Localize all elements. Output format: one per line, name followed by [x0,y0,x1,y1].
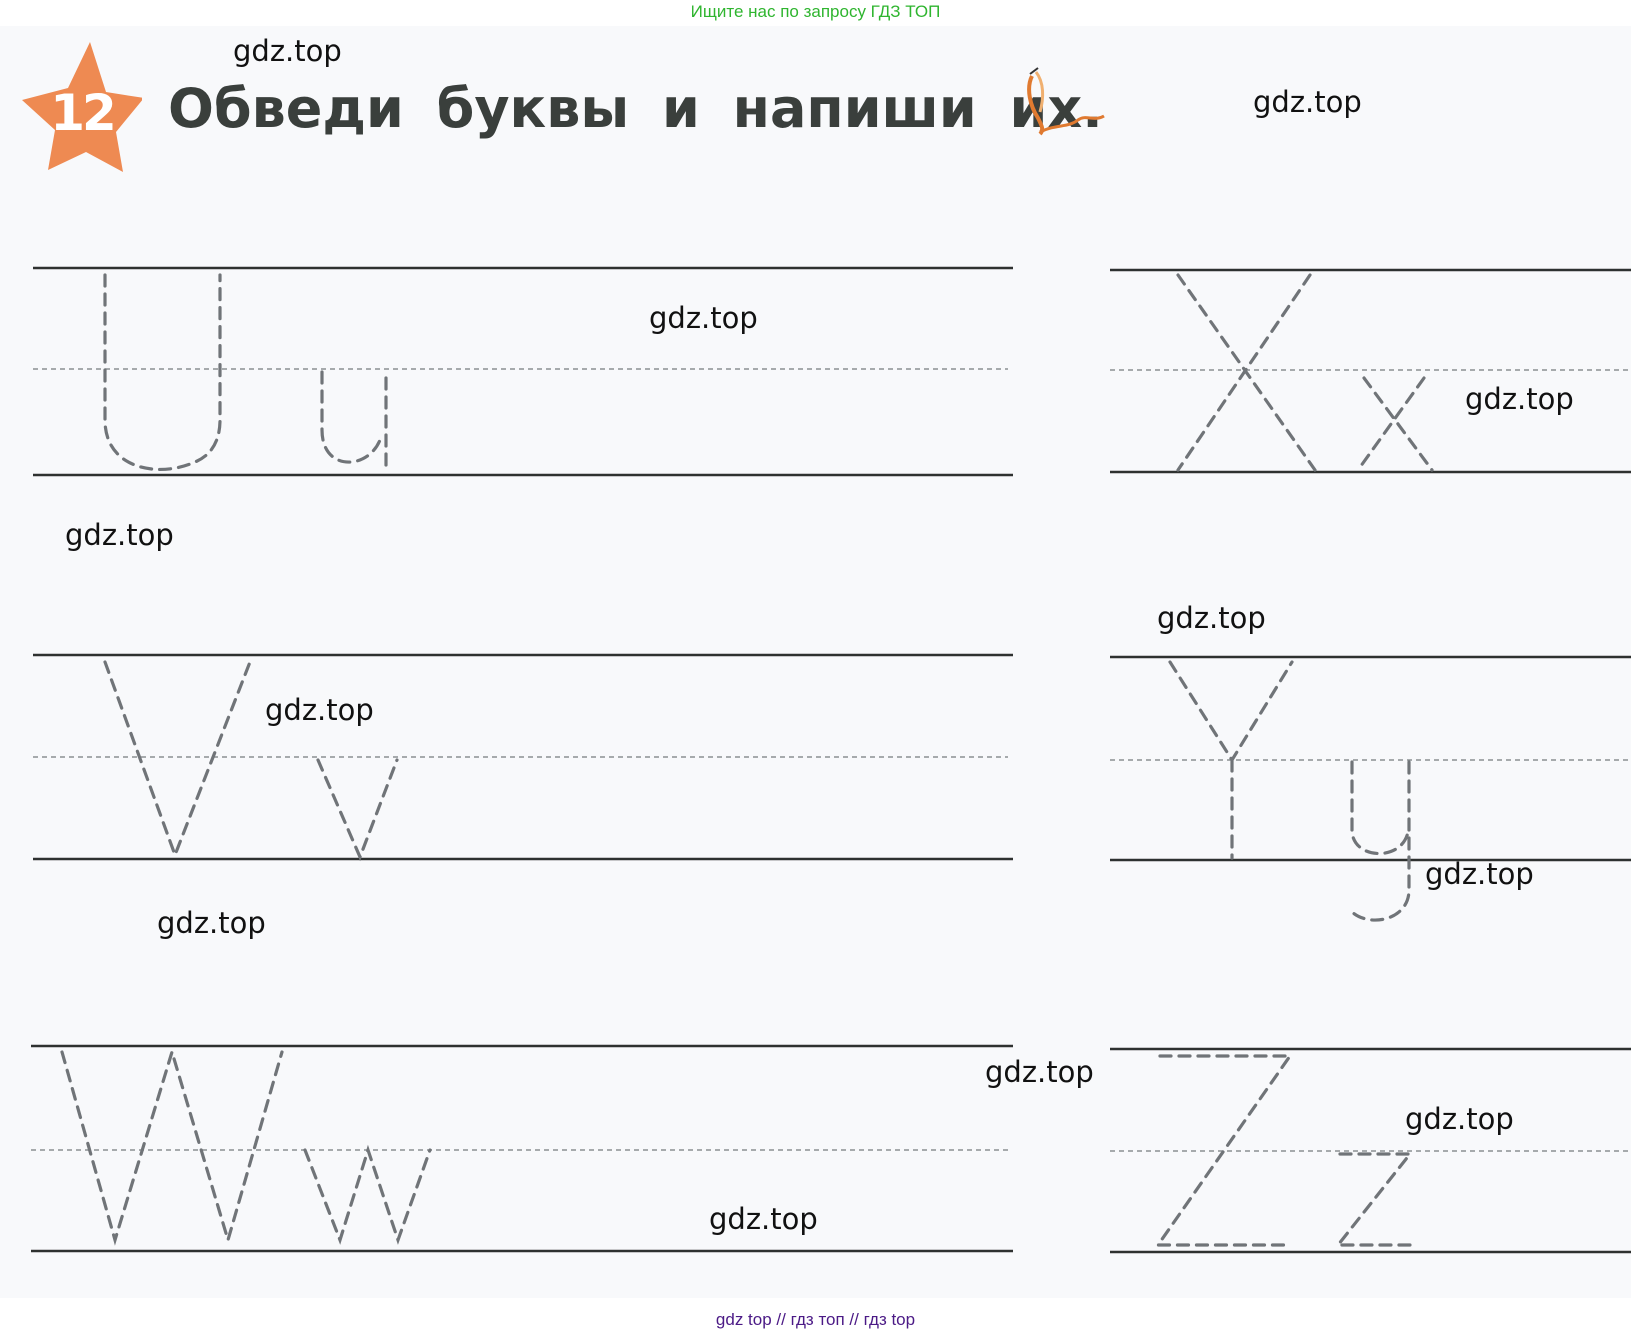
letter-U-trace [105,275,220,469]
task-number: 12 [50,84,114,142]
watermark: gdz.top [985,1055,1094,1089]
task-title: Обведи буквы и напиши их. [168,77,1103,140]
letter-y-trace [1352,762,1409,920]
watermark: gdz.top [65,518,174,552]
letter-x-trace [1358,378,1432,470]
watermark: gdz.top [1425,857,1534,891]
letter-z-trace [1338,1154,1410,1245]
watermark: gdz.top [1253,85,1362,119]
watermark: gdz.top [649,301,758,335]
letter-u-trace [322,372,386,465]
letter-v-trace [318,760,397,857]
letter-w-trace [305,1150,430,1240]
letter-X-trace [1178,275,1315,470]
watermark: gdz.top [1157,601,1266,635]
letter-W-trace [62,1052,282,1240]
watermark: gdz.top [1405,1102,1514,1136]
watermark: gdz.top [709,1202,818,1236]
watermark: gdz.top [265,693,374,727]
letter-V-trace [105,662,250,855]
watermark: gdz.top [157,906,266,940]
top-banner[interactable]: Ищите нас по запросу ГДЗ ТОП [0,0,1631,26]
footer-links[interactable]: gdz top // гдз топ // гдз top [715,1310,916,1329]
watermark: gdz.top [1465,382,1574,416]
watermark: gdz.top [233,34,342,68]
